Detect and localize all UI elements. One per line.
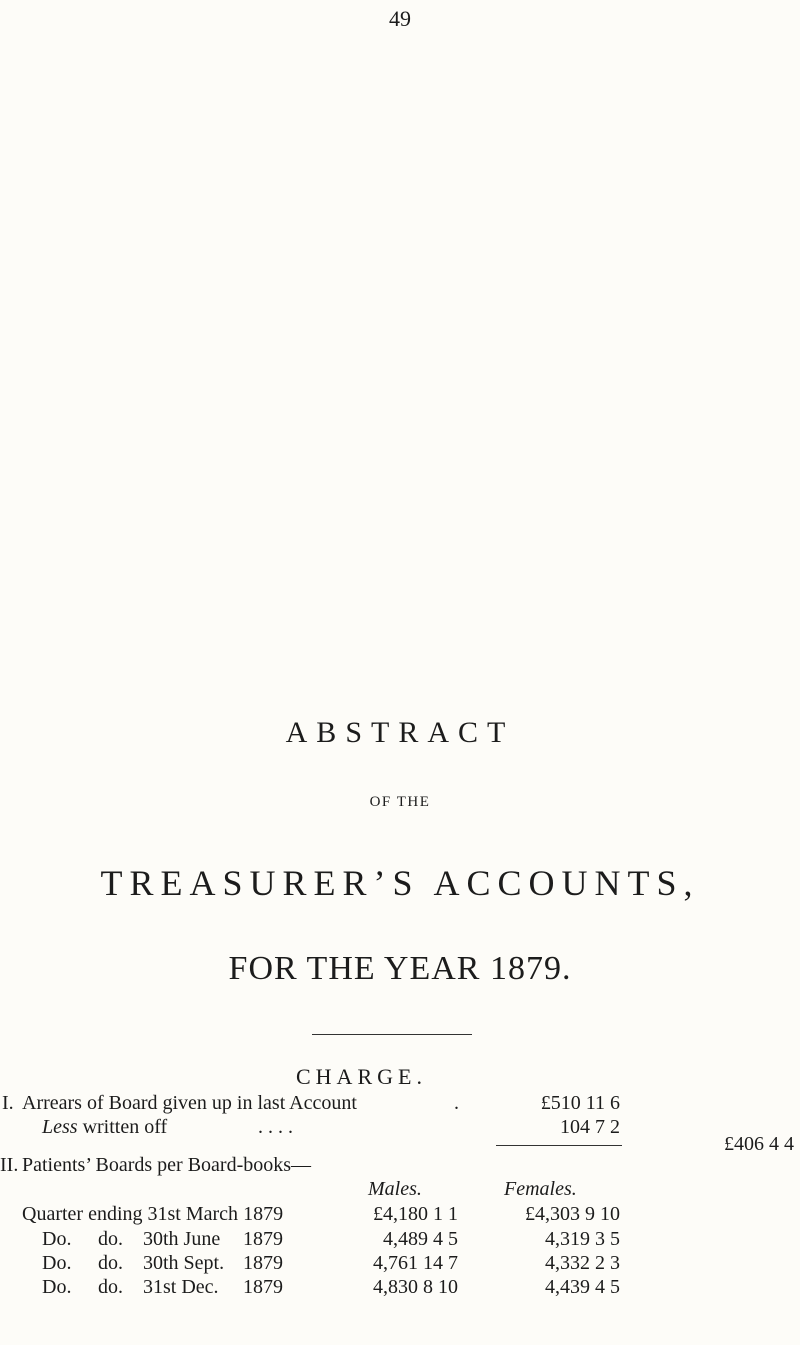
row1-c: 1879 [243, 1203, 284, 1225]
row3-males: 4,761 14 7 [373, 1252, 458, 1274]
item1-net: £406 4 4 [724, 1133, 794, 1155]
item1-numeral: I. [2, 1092, 14, 1114]
row4-b: do. [98, 1276, 123, 1298]
item1-less-amount: 104 7 2 [560, 1116, 620, 1138]
row3-b: do. [98, 1252, 123, 1274]
row4-b2: 31st Dec. [143, 1276, 219, 1298]
item2-label: Patients’ Boards per Board-books— [22, 1154, 312, 1176]
row1-a: Quarter ending [22, 1203, 143, 1225]
title-of-the: OF THE [369, 794, 431, 810]
item2-numeral: II. [0, 1154, 19, 1176]
row4-a: Do. [42, 1276, 72, 1298]
page-number: 49 [389, 6, 411, 31]
row4-females: 4,439 4 5 [545, 1276, 620, 1298]
row2-b2: 30th June [143, 1228, 221, 1250]
item1-rule [496, 1145, 622, 1146]
col-males-heading: Males. [368, 1178, 422, 1200]
row3-c: 1879 [243, 1252, 283, 1274]
item1-less-line [42, 1116, 167, 1139]
charge-heading: CHARGE. [296, 1064, 427, 1089]
row4-c: 1879 [243, 1276, 283, 1298]
item1-less-leader: . . . . [258, 1116, 293, 1138]
item1-label: Arrears of Board given up in last Account [22, 1092, 357, 1114]
row1-males: £4,180 1 1 [373, 1203, 458, 1225]
row3-a: Do. [42, 1252, 72, 1274]
row2-females: 4,319 3 5 [545, 1228, 620, 1250]
title-abstract: ABSTRACT [285, 716, 515, 749]
row1-b: 31st March [147, 1203, 239, 1225]
item1-leader: . [454, 1092, 459, 1114]
row2-c: 1879 [243, 1228, 283, 1250]
title-year: FOR THE YEAR 1879. [228, 950, 572, 987]
title-divider [312, 1034, 472, 1035]
row3-b2: 30th Sept. [143, 1252, 225, 1274]
row2-a: Do. [42, 1228, 72, 1250]
item1-amount: £510 11 6 [540, 1092, 620, 1114]
col-females-heading: Females. [504, 1178, 577, 1200]
less-label: Less [42, 1116, 78, 1138]
less-label-rest: written off [77, 1116, 168, 1138]
row2-b: do. [98, 1228, 123, 1250]
row2-males: 4,489 4 5 [383, 1228, 458, 1250]
row1-females: £4,303 9 10 [525, 1203, 620, 1225]
row3-females: 4,332 2 3 [545, 1252, 620, 1274]
title-treasurers-accounts: TREASURER’S ACCOUNTS, [100, 863, 700, 903]
row4-males: 4,830 8 10 [373, 1276, 458, 1298]
row1-label [22, 1203, 283, 1226]
